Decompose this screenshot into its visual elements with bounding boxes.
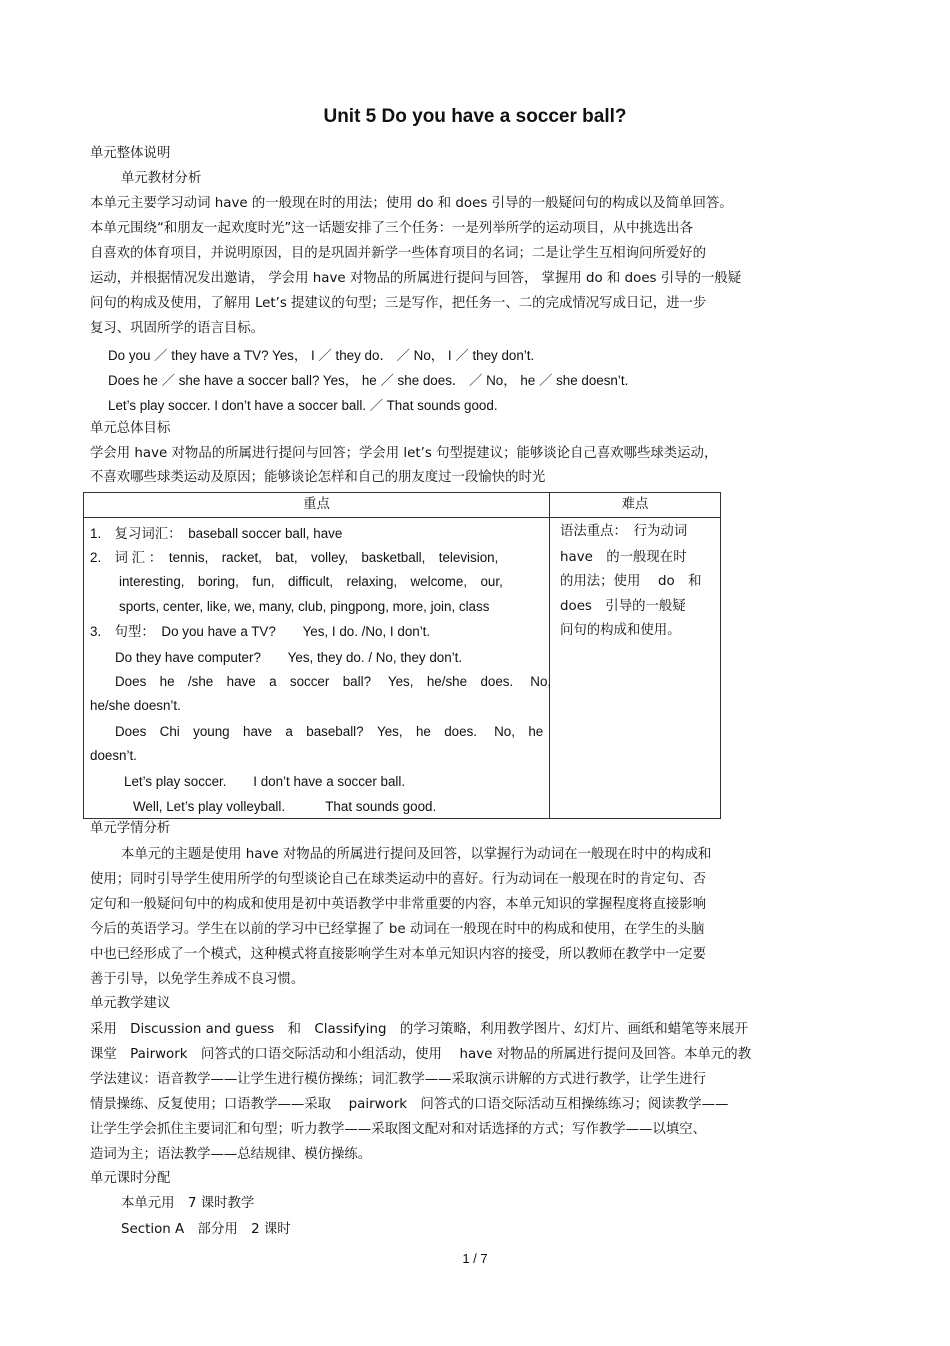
suggest-line: 采用 Discussion and guess 和 Classifying 的学习策略，利用教学图片、幻灯片、画纸和蜡笔等来展开 [90, 1022, 749, 1037]
schedule-line: 本单元用 7 课时教学 [121, 1196, 255, 1211]
learner-line: 中也已经形成了一个模式，这种模式将直接影响学生对本单元知识内容的接受，所以教师在教学中一定要 [90, 947, 706, 962]
difficulty-line: 问句的构成和使用。 [560, 623, 681, 638]
key-point-line: interesting, boring, fun, difficult, relaxing, welcome, our, [119, 574, 503, 589]
key-points-cell [84, 518, 550, 819]
goals-line: 学会用 have 对物品的所属进行提问与回答；学会用 let’s 句型提建议；能够谈论自己喜欢哪些球类运动， [90, 446, 718, 461]
learner-heading: 单元学情分析 [90, 821, 171, 836]
analysis-line: 问句的构成及使用，了解用 Let’s 提建议的句型；三是写作，把任务一、二的完成情况写成日记，进一步 [90, 296, 707, 311]
goals-heading: 单元总体目标 [90, 421, 171, 436]
key-point-line: Does Chi young have a baseball? Yes, he does. No, he [115, 724, 544, 739]
table-header-difficulties: 难点 [550, 493, 721, 518]
key-point-line: he/she doesn’t. [90, 698, 181, 713]
schedule-heading: 单元课时分配 [90, 1171, 171, 1186]
overview-heading: 单元整体说明 [90, 146, 171, 161]
key-point-line: Do they have computer? Yes, they do. / No, they don’t. [115, 650, 463, 665]
table-header-key-points: 重点 [84, 493, 550, 518]
analysis-line: 复习、巩固所学的语言目标。 [90, 321, 265, 336]
suggest-heading: 单元教学建议 [90, 996, 171, 1011]
key-point-line: doesn’t. [90, 748, 137, 763]
difficulty-line: does 引导的一般疑 [560, 599, 686, 614]
example-sentence: Does he ／ she have a soccer ball? Yes， he ／ she does． ／ No， he ／ she doesn’t. [108, 373, 629, 388]
schedule-line: Section A 部分用 2 课时 [121, 1222, 291, 1237]
suggest-line: 学法建议：语音教学——让学生进行模仿操练；词汇教学——采取演示讲解的方式进行教学，让学生进行 [90, 1072, 706, 1087]
learner-line: 今后的英语学习。学生在以前的学习中已经掌握了 be 动词在一般现在时中的构成和使用，在学生的头脑 [90, 922, 705, 937]
page-title: Unit 5 Do you have a soccer ball? [323, 106, 627, 127]
difficulty-line: 语法重点： 行为动词 [560, 524, 688, 539]
analysis-heading: 单元教材分析 [121, 171, 202, 186]
difficulty-line: 的用法；使用 do 和 [560, 574, 702, 589]
analysis-line: 运动，并根据情况发出邀请， 学会用 have 对物品的所属进行提问与回答， 掌握用 do 和 does 引导的一般疑 [90, 271, 742, 286]
key-point-line: Let’s play soccer. I don’t have a soccer ball. [124, 774, 406, 789]
key-point-line: 1. 复习词汇： baseball soccer ball, have [90, 526, 343, 541]
goals-line: 不喜欢哪些球类运动及原因；能够谈论怎样和自己的朋友度过一段愉快的时光 [90, 470, 546, 485]
analysis-line: 本单元主要学习动词 have 的一般现在时的用法；使用 do 和 does 引导的一般疑问句的构成以及简单回答。 [90, 196, 733, 211]
key-point-line: Well, Let’s play volleyball. That sounds good. [133, 799, 437, 814]
difficulties-cell [550, 518, 721, 819]
analysis-line: 自喜欢的体育项目，并说明原因，目的是巩固并新学一些体育项目的名词；二是让学生互相询问所爱好的 [90, 246, 706, 261]
key-point-line: 3. 句型： Do you have a TV? Yes, I do. /No, I don’t. [90, 624, 431, 639]
learner-line: 本单元的主题是使用 have 对物品的所属进行提问及回答，以掌握行为动词在一般现在时中的构成和 [121, 847, 712, 862]
key-point-line: 2. 词 汇 ： tennis, racket, bat, volley, basketball, television, [90, 550, 499, 565]
learner-line: 定句和一般疑问句中的构成和使用是初中英语教学中非常重要的内容，本单元知识的掌握程度将直接影响 [90, 897, 706, 912]
key-point-line: sports, center, like, we, many, club, pingpong, more, join, class [119, 599, 490, 614]
suggest-line: 课堂 Pairwork 问答式的口语交际活动和小组活动，使用 have 对物品的所属进行提问及回答。本单元的教 [90, 1047, 752, 1062]
difficulty-line: have 的一般现在时 [560, 550, 687, 565]
learner-line: 使用；同时引导学生使用所学的句型谈论自己在球类运动中的喜好。行为动词在一般现在时的肯定句、否 [90, 872, 706, 887]
analysis-line: 本单元围绕“和朋友一起欢度时光”这一话题安排了三个任务：一是列举所学的运动项目，从中挑选出各 [90, 221, 694, 236]
key-points-table [83, 492, 721, 819]
learner-line: 善于引导，以免学生养成不良习惯。 [90, 972, 305, 987]
suggest-line: 情景操练、反复使用；口语教学——采取 pairwork 问答式的口语交际活动互相操练练习；阅读教学—— [90, 1097, 729, 1112]
example-sentence: Do you ／ they have a TV? Yes， I ／ they do． ／ No， I ／ they don’t. [108, 348, 535, 363]
suggest-line: 造词为主；语法教学——总结规律、模仿操练。 [90, 1147, 372, 1162]
example-sentence: Let’s play soccer. I don’t have a soccer ball. ／ That sounds good. [108, 398, 498, 413]
suggest-line: 让学生学会抓住主要词汇和句型；听力教学——采取图文配对和对话选择的方式；写作教学——以填空、 [90, 1122, 706, 1137]
key-point-line: Does he /she have a soccer ball? Yes, he/she does. No, [115, 674, 552, 689]
page-number: 1 / 7 [462, 1251, 488, 1266]
